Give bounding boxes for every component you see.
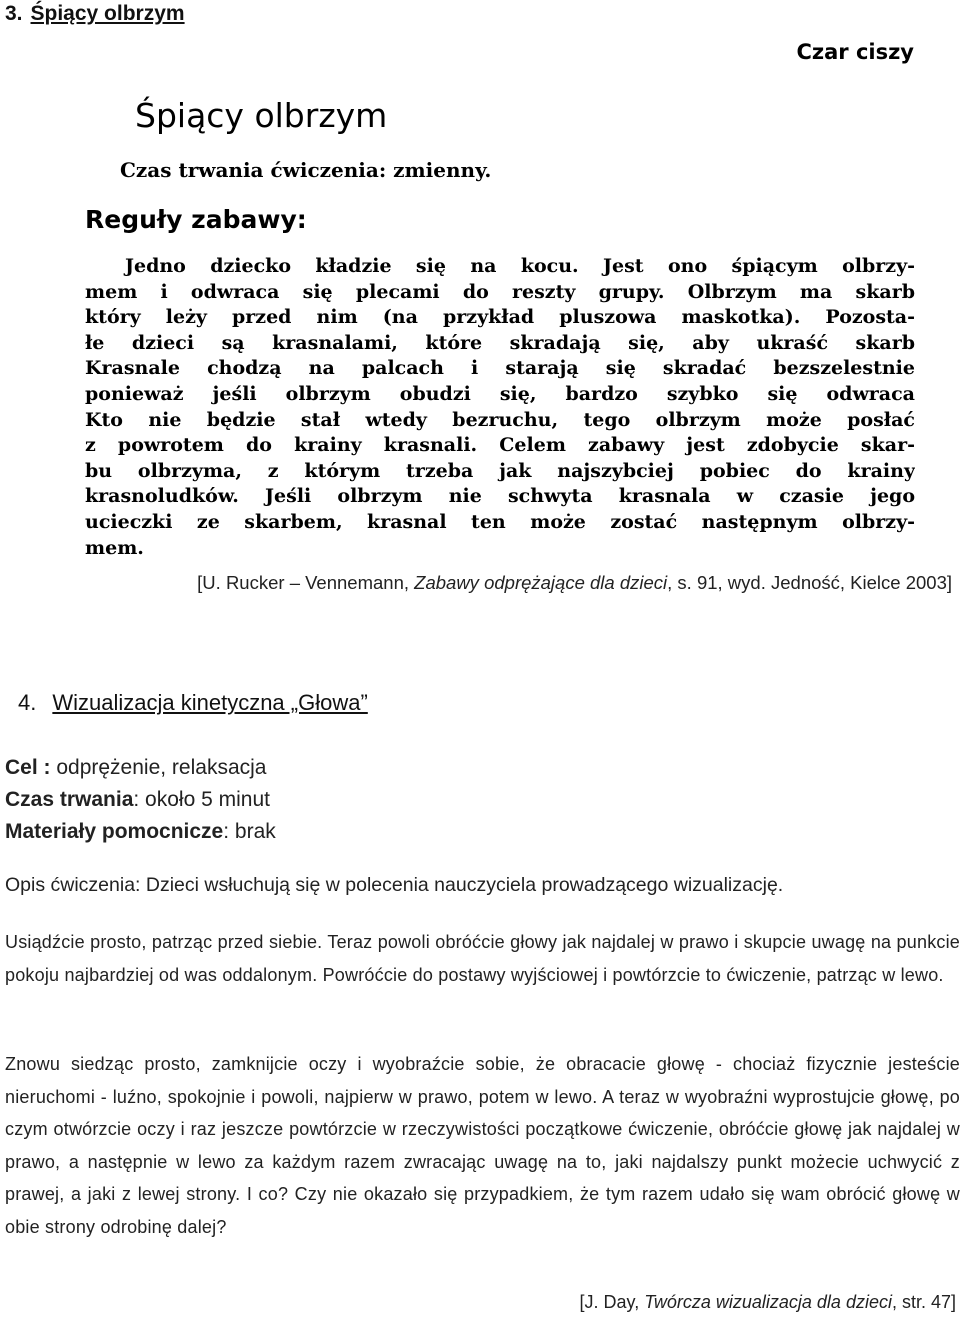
scan-duration: Czas trwania ćwiczenia: zmienny. <box>120 158 492 182</box>
citation-2-suffix: , str. 47] <box>891 1292 956 1312</box>
goal-value: odprężenie, relaksacja <box>50 756 267 779</box>
scan-rules-text <box>85 254 915 561</box>
exercise-description: Opis ćwiczenia: Dzieci wsłuchują się w polecenia nauczyciela prowadzącego wizualizację. <box>5 874 784 896</box>
section-4-heading <box>18 690 368 716</box>
scan-title: Śpiący olbrzym <box>135 96 388 135</box>
duration-label: Czas trwania <box>5 788 134 811</box>
scan-rules-heading: Reguły zabawy: <box>85 205 307 234</box>
citation-2-title: Twórcza wizualizacja dla dzieci <box>644 1292 892 1312</box>
section-4-title: Wizualizacja kinetyczna „Głowa” <box>52 690 368 715</box>
scan-line: Krasnale chodzą na palcach i starają się skradać bezszelestnie <box>85 357 915 380</box>
duration-row <box>5 784 276 816</box>
section-4-number: 4. <box>18 690 37 715</box>
goal-label: Cel : <box>5 756 51 779</box>
citation-1-prefix: [U. Rucker – Vennemann, <box>197 572 415 593</box>
scan-line: krasnoludków. Jeśli olbrzym nie schwyta krasnala w czasie jego <box>85 485 915 508</box>
scan-line: ponieważ jeśli olbrzym obudzi się, bardzo szybko się odwraca <box>85 382 915 405</box>
scan-line: mem. <box>85 536 144 559</box>
citation-1-title: Zabawy odprężające dla dzieci <box>414 572 668 593</box>
exercise-meta <box>5 752 276 848</box>
citation-1 <box>197 572 952 594</box>
section-3-number: 3. <box>5 2 23 25</box>
paragraph-1: Usiądźcie prosto, patrząc przed siebie. Teraz powoli obróćcie głowy jak najdalej w prawo i skupcie uwagę na punkcie pokoju najbardziej od was oddalonym. Powróćcie do postawy wyjściowej i powtórzcie to ćwiczenie, patrząc w lewo. <box>5 932 960 985</box>
scan-line: ucieczki ze skarbem, krasnal ten może zostać następnym olbrzy- <box>85 510 915 533</box>
citation-2-prefix: [J. Day, <box>579 1292 645 1312</box>
section-3-heading <box>5 2 185 26</box>
citation-2 <box>580 1292 956 1313</box>
scan-line: z powrotem do krainy krasnali. Celem zabawy jest zdobycie skar- <box>85 434 915 457</box>
materials-value: : brak <box>223 820 276 843</box>
scan-line: który leży przed nim (na przykład pluszowa maskotka). Pozosta- <box>85 306 915 329</box>
scan-line: Kto nie będzie stał wtedy bezruchu, tego olbrzym może posłać <box>85 408 915 431</box>
section-3-title: Śpiący olbrzym <box>30 2 185 25</box>
materials-row <box>5 816 276 848</box>
scan-corner-label: Czar ciszy <box>796 40 914 64</box>
duration-value: : około 5 minut <box>133 788 270 811</box>
scan-line: bu olbrzyma, z którym trzeba jak najszybciej pobiec do krainy <box>85 459 915 482</box>
materials-label: Materiały pomocnicze <box>5 820 224 843</box>
citation-1-suffix: , s. 91, wyd. Jedność, Kielce 2003] <box>667 572 952 593</box>
scan-line: łe dzieci są krasnalami, które skradają się, aby ukraść skarb <box>85 331 915 354</box>
scan-line: Jedno dziecko kładzie się na kocu. Jest ono śpiącym olbrzy- <box>125 255 915 277</box>
paragraph-2: Znowu siedząc prosto, zamknijcie oczy i wyobraźcie sobie, że obracacie głowę - chociaż fizycznie jesteście nieruchomi - luźno, spokojnie i powoli, najpierw w prawo, potem w lewo. A teraz w wyobraźni wyprostujcie głowę, po czym otwórzcie oczy i raz jeszcze powtórzcie w rzeczywistości początkowe ćwiczenie, obróćcie głowę jak najdalej w prawo, a następnie w lewo za każdym razem zwracając uwagę na to, jaki najdalszy punkt możecie uchwycić z prawej, a jaki z lewej strony. I co? Czy nie okazało się przypadkiem, że tym razem udało się wam obrócić głowę w obie strony odrobinę dalej? <box>5 1054 960 1237</box>
scan-line: mem i odwraca się plecami do reszty grupy. Olbrzym ma skarb <box>85 280 915 303</box>
goal-row <box>5 752 276 784</box>
